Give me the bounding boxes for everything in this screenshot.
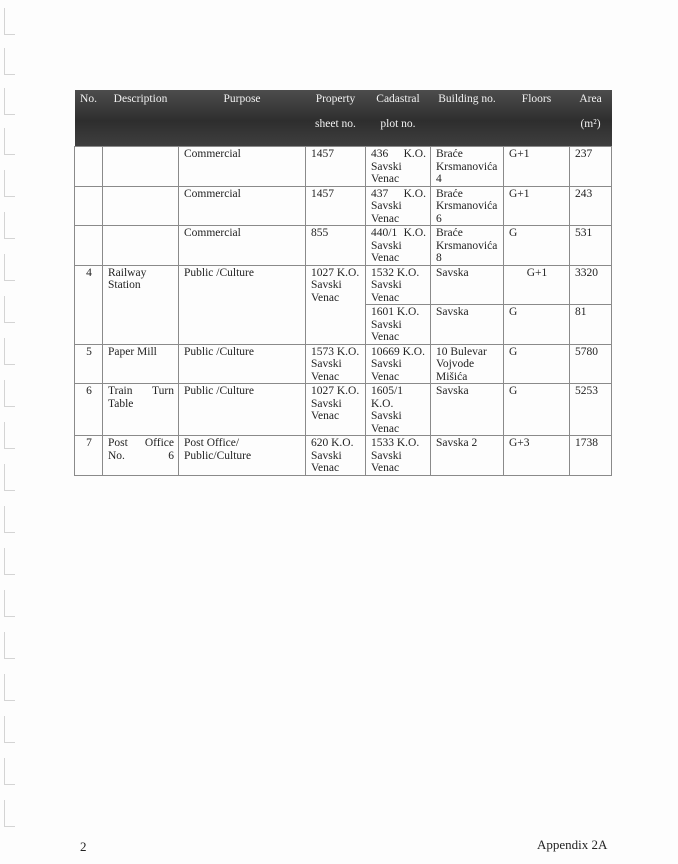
cell-purpose: Public /Culture [179, 344, 306, 384]
cell-no [75, 147, 103, 187]
cell-plot: 437 K.O. Savski Venac [366, 186, 431, 226]
cell-area: 3320 [570, 265, 612, 305]
cell-description [103, 226, 179, 266]
cell-area: 1738 [570, 436, 612, 476]
header-no: No. [75, 90, 103, 147]
cell-area: 5253 [570, 384, 612, 436]
cell-building: Savska [431, 265, 504, 305]
cell-purpose-line2: Public/Culture [184, 449, 252, 462]
table-row [75, 344, 612, 384]
cell-building: Braće Krsmanovića 6 [431, 186, 504, 226]
cell-purpose: Commercial [179, 186, 306, 226]
cell-floors: G [504, 384, 570, 436]
cell-description [103, 147, 179, 187]
cell-plot: 436 K.O. Savski Venac [366, 147, 431, 187]
cell-floors: G+1 [504, 265, 570, 305]
cell-sheet: 855 [306, 226, 366, 266]
cell-plot: 440/1 K.O. Savski Venac [366, 226, 431, 266]
header-area [570, 90, 612, 147]
cell-building: 10 Bulevar Vojvode Mišića [431, 344, 504, 384]
cell-sheet: 1573 K.O. Savski Venac [306, 344, 366, 384]
cell-purpose [179, 436, 306, 476]
table-row [75, 384, 612, 436]
header-property-line1: Property [315, 93, 356, 105]
cell-sheet: 620 K.O. Savski Venac [306, 436, 366, 476]
cell-building: Savska 2 [431, 436, 504, 476]
header-floors: Floors [504, 90, 570, 147]
cell-purpose: Public /Culture [179, 265, 306, 344]
cell-area: 531 [570, 226, 612, 266]
header-cadastral-line2: plot no. [380, 117, 416, 130]
cell-floors: G+3 [504, 436, 570, 476]
cell-purpose: Commercial [179, 226, 306, 266]
cell-no [75, 186, 103, 226]
cell-no: 7 [75, 436, 103, 476]
cell-no [75, 226, 103, 266]
header-cadastral-line1: Cadastral [376, 93, 420, 105]
cell-purpose-line1: Post Office/ [184, 437, 240, 449]
cell-description: Post Office No. 6 [103, 436, 179, 476]
cell-sheet: 1457 [306, 186, 366, 226]
cell-sheet: 1027 K.O. Savski Venac [306, 265, 366, 344]
cell-floors: G+1 [504, 186, 570, 226]
table-header-row [75, 90, 612, 147]
cell-floors: G [504, 305, 570, 345]
cell-building: Savska [431, 384, 504, 436]
cell-building: Savska [431, 305, 504, 345]
cell-purpose: Public /Culture [179, 384, 306, 436]
header-cadastral-plot [366, 90, 431, 147]
cell-no: 5 [75, 344, 103, 384]
cell-purpose: Commercial [179, 147, 306, 187]
cell-no: 6 [75, 384, 103, 436]
cell-plot: 10669 K.O. Savski Venac [366, 344, 431, 384]
cell-plot: 1533 K.O. Savski Venac [366, 436, 431, 476]
header-area-line2: (m²) [580, 117, 601, 130]
header-purpose: Purpose [179, 90, 306, 147]
cell-floors: G+1 [504, 147, 570, 187]
table-row [75, 186, 612, 226]
appendix-label: Appendix 2A [537, 837, 608, 852]
cell-plot: 1532 K.O. Savski Venac [366, 265, 431, 305]
cell-area: 81 [570, 305, 612, 345]
cell-building: Braće Krsmanovića 8 [431, 226, 504, 266]
cell-building: Braće Krsmanovića 4 [431, 147, 504, 187]
cell-no: 4 [75, 265, 103, 344]
cell-area: 237 [570, 147, 612, 187]
cell-plot: 1605/1 K.O. Savski Venac [366, 384, 431, 436]
cell-plot: 1601 K.O. Savski Venac [366, 305, 431, 345]
table-row [75, 147, 612, 187]
cell-area: 243 [570, 186, 612, 226]
header-property-line2: sheet no. [315, 117, 356, 130]
table-row [75, 226, 612, 266]
cell-floors: G [504, 344, 570, 384]
table-row [75, 436, 612, 476]
cell-description: Paper Mill [103, 344, 179, 384]
cell-description: Train Turn Table [103, 384, 179, 436]
cell-area: 5780 [570, 344, 612, 384]
cell-sheet: 1457 [306, 147, 366, 187]
table-row [75, 265, 612, 305]
header-area-line1: Area [579, 93, 602, 105]
cell-description: Railway Station [103, 265, 179, 344]
header-property-sheet [306, 90, 366, 147]
property-table [74, 90, 612, 476]
header-building: Building no. [431, 90, 504, 147]
page-number: 2 [80, 839, 87, 854]
cell-floors: G [504, 226, 570, 266]
cell-description [103, 186, 179, 226]
cell-sheet: 1027 K.O. Savski Venac [306, 384, 366, 436]
header-description: Description [103, 90, 179, 147]
